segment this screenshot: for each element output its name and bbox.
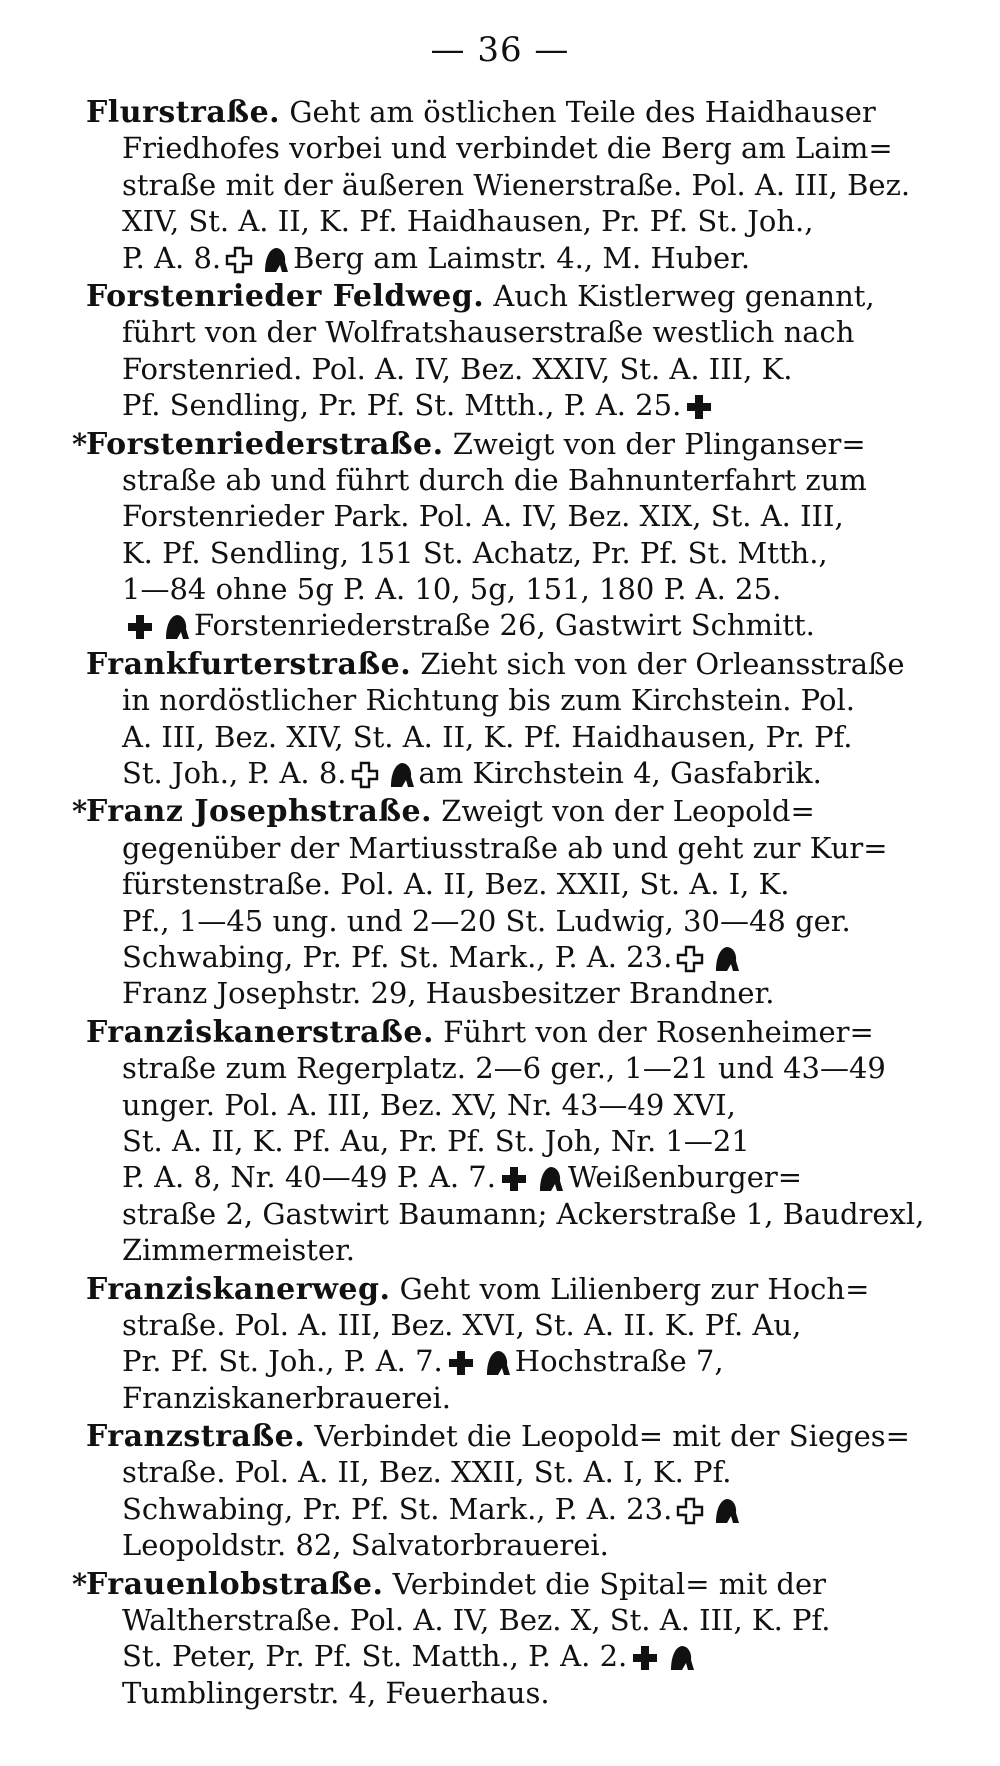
entry-line	[86, 387, 980, 423]
entry-text: in nordöstlicher Richtung bis zum Kirchstein. Pol.	[122, 683, 855, 718]
entry-text: St. A. II, K. Pf. Au, Pr. Pf. St. Joh, Nr. 1—21	[122, 1123, 750, 1158]
entry-line	[72, 1566, 980, 1602]
entry-line	[86, 1491, 980, 1527]
entry-line	[86, 1232, 980, 1268]
street-name-heading: Franz Josephstraße.	[86, 794, 433, 830]
entry-text: Schwabing, Pr. Pf. St. Mark., P. A. 23.	[122, 939, 673, 974]
street-entry-frankfurterstrasse	[86, 646, 980, 792]
entry-address-text: Weißenburger=	[567, 1160, 803, 1195]
entry-line	[86, 1271, 980, 1307]
entry-line	[86, 351, 980, 387]
entry-text: Forstenried. Pol. A. IV, Bez. XXIV, St. A. III, K.	[122, 351, 793, 386]
entry-address-text: Berg am Laimstr. 4., M. Huber.	[293, 240, 751, 275]
entry-line	[72, 426, 980, 462]
entry-text: straße. Pol. A. II, Bez. XXII, St. A. I, K. Pf.	[122, 1455, 732, 1490]
entry-text: Franziskanerbrauerei.	[122, 1380, 452, 1415]
entry-address-text: Forstenriederstraße 26, Gastwirt Schmitt.	[194, 608, 815, 643]
street-entry-franziskanerstrasse	[86, 1014, 980, 1269]
entry-line	[86, 1638, 980, 1674]
fire-helmet-icon	[711, 944, 741, 974]
fire-helmet-icon	[666, 1643, 696, 1673]
entry-line	[86, 1014, 980, 1050]
entry-line	[86, 1343, 980, 1379]
street-name-heading: Flurstraße.	[86, 95, 281, 130]
page-number: — 36 —	[430, 30, 570, 70]
entry-line	[86, 130, 980, 166]
street-entry-forstenrieder-feldweg	[86, 278, 980, 424]
new-street-marker: *	[72, 794, 88, 829]
street-name-heading: Franzstraße.	[86, 1419, 306, 1455]
entry-text: fürstenstraße. Pol. A. II, Bez. XXII, St. A. I, K.	[122, 867, 790, 902]
filled-cross-icon	[499, 1164, 529, 1194]
street-name-heading: Frankfurterstraße.	[86, 646, 412, 682]
fire-helmet-icon	[386, 760, 416, 790]
street-entry-frauenlobstrasse	[72, 1566, 980, 1712]
street-name-heading: Franziskanerweg.	[86, 1271, 391, 1307]
entry-text: Tumblingerstr. 4, Feuerhaus.	[122, 1675, 550, 1710]
entry-line	[86, 571, 980, 607]
outline-cross-icon	[224, 245, 254, 275]
filled-cross-icon	[630, 1643, 660, 1673]
entry-line	[86, 1380, 980, 1416]
entry-line	[86, 1675, 980, 1711]
entry-line	[72, 793, 980, 830]
entry-line	[86, 939, 980, 975]
entry-line	[86, 755, 980, 791]
entry-text: Geht vom Lilienberg zur Hoch=	[390, 1271, 870, 1306]
entry-line	[86, 1196, 980, 1232]
entry-line	[86, 1159, 980, 1195]
entry-line	[86, 278, 980, 314]
filled-cross-icon	[125, 612, 155, 642]
street-name-heading: Frauenlobstraße.	[86, 1566, 384, 1602]
entry-text: Pr. Pf. St. Joh., P. A. 7.	[122, 1344, 443, 1379]
entry-text: Führt von der Rosenheimer=	[433, 1014, 874, 1049]
entry-text: straße 2, Gastwirt Baumann; Ackerstraße 1, Baudrexl,	[122, 1196, 925, 1231]
entry-text: A. III, Bez. XIV, St. A. II, K. Pf. Haidhausen, Pr. Pf.	[122, 719, 853, 754]
entry-text: straße. Pol. A. III, Bez. XVI, St. A. II. K. Pf. Au,	[122, 1307, 802, 1342]
entry-line	[86, 167, 980, 203]
new-street-marker: *	[72, 1566, 88, 1601]
entry-text: Forstenrieder Park. Pol. A. IV, Bez. XIX, St. A. III,	[122, 499, 844, 534]
fire-helmet-icon	[711, 1496, 741, 1526]
fire-helmet-icon	[260, 245, 290, 275]
entry-text: Pf. Sendling, Pr. Pf. St. Mtth., P. A. 25.	[122, 388, 682, 423]
entry-line	[86, 462, 980, 498]
entry-line	[86, 240, 980, 276]
entry-text: Zieht sich von der Orleansstraße	[411, 646, 905, 681]
entry-line	[86, 1602, 980, 1638]
street-directory	[72, 94, 980, 1713]
entry-text: straße mit der äußeren Wienerstraße. Pol. A. III, Bez.	[122, 167, 911, 202]
entry-text: Zimmermeister.	[122, 1233, 355, 1268]
street-entry-flurstrasse	[86, 94, 980, 276]
entry-line	[86, 607, 980, 643]
entry-text: Zweigt von der Leopold=	[432, 794, 815, 829]
entry-line	[86, 866, 980, 902]
entry-line	[86, 1418, 980, 1454]
street-name-heading: Forstenriederstraße.	[86, 426, 444, 462]
entry-line	[86, 1123, 980, 1159]
entry-text: gegenüber der Martiusstraße ab und geht zur Kur=	[122, 830, 888, 865]
entry-line	[86, 646, 980, 682]
entry-line	[86, 719, 980, 755]
entry-line	[86, 1527, 980, 1563]
fire-helmet-icon	[535, 1164, 565, 1194]
entry-text: P. A. 8.	[122, 240, 222, 275]
street-entry-franz-josephstrasse	[72, 793, 980, 1011]
fire-helmet-icon	[161, 612, 191, 642]
entry-text: Schwabing, Pr. Pf. St. Mark., P. A. 23.	[122, 1491, 673, 1526]
entry-line	[86, 975, 980, 1011]
street-entry-franziskanerweg	[86, 1271, 980, 1417]
filled-cross-icon	[446, 1348, 476, 1378]
entry-text: St. Peter, Pr. Pf. St. Matth., P. A. 2.	[122, 1639, 628, 1674]
outline-cross-icon	[675, 1496, 705, 1526]
entry-address-text: am Kirchstein 4, Gasfabrik.	[418, 756, 822, 791]
entry-text: Verbindet die Leopold= mit der Sieges=	[305, 1419, 910, 1454]
street-name-heading: Forstenrieder Feldweg.	[86, 278, 485, 314]
fire-helmet-icon	[482, 1348, 512, 1378]
entry-line	[86, 94, 980, 130]
entry-line	[86, 830, 980, 866]
entry-line	[86, 1050, 980, 1086]
entry-text: Zweigt von der Plinganser=	[443, 426, 866, 461]
entry-line	[86, 314, 980, 350]
entry-line	[86, 535, 980, 571]
entry-line	[86, 203, 980, 239]
outline-cross-icon	[675, 944, 705, 974]
entry-line	[86, 1454, 980, 1490]
entry-text: führt von der Wolfratshauserstraße westlich nach	[122, 315, 855, 350]
entry-text: P. A. 8, Nr. 40—49 P. A. 7.	[122, 1160, 496, 1195]
entry-text: Auch Kistlerweg genannt,	[484, 278, 875, 313]
entry-text: straße zum Regerplatz. 2—6 ger., 1—21 und 43—49	[122, 1051, 886, 1086]
entry-text: straße ab und führt durch die Bahnunterfahrt zum	[122, 462, 867, 497]
entry-line	[86, 1307, 980, 1343]
entry-text: St. Joh., P. A. 8.	[122, 756, 347, 791]
entry-address-text: Hochstraße 7,	[514, 1344, 724, 1379]
entry-text: Pf., 1—45 ung. und 2—20 St. Ludwig, 30—48 ger.	[122, 903, 851, 938]
entry-line	[86, 1087, 980, 1123]
outline-cross-icon	[350, 760, 380, 790]
entry-text: Leopoldstr. 82, Salvatorbrauerei.	[122, 1528, 609, 1563]
entry-text: Friedhofes vorbei und verbindet die Berg am Laim=	[122, 131, 893, 166]
entry-line	[86, 498, 980, 534]
entry-text: Geht am östlichen Teile des Haidhauser	[280, 95, 876, 129]
entry-line	[86, 903, 980, 939]
entry-text: Waltherstraße. Pol. A. IV, Bez. X, St. A. III, K. Pf.	[122, 1603, 831, 1638]
entry-text: Verbindet die Spital= mit der	[383, 1566, 826, 1601]
entry-text: Franz Josephstr. 29, Hausbesitzer Brandner.	[122, 976, 775, 1011]
entry-text: K. Pf. Sendling, 151 St. Achatz, Pr. Pf. St. Mtth.,	[122, 535, 828, 570]
entry-text: 1—84 ohne 5g P. A. 10, 5g, 151, 180 P. A. 25.	[122, 572, 782, 607]
new-street-marker: *	[72, 426, 88, 461]
street-entry-franzstrasse	[86, 1418, 980, 1564]
filled-cross-icon	[684, 392, 714, 422]
entry-line	[86, 682, 980, 718]
entry-text: XIV, St. A. II, K. Pf. Haidhausen, Pr. Pf. St. Joh.,	[122, 204, 814, 239]
entry-text: unger. Pol. A. III, Bez. XV, Nr. 43—49 XVI,	[122, 1087, 736, 1122]
street-name-heading: Franziskanerstraße.	[86, 1014, 434, 1050]
street-entry-forstenriederstrasse	[72, 426, 980, 644]
